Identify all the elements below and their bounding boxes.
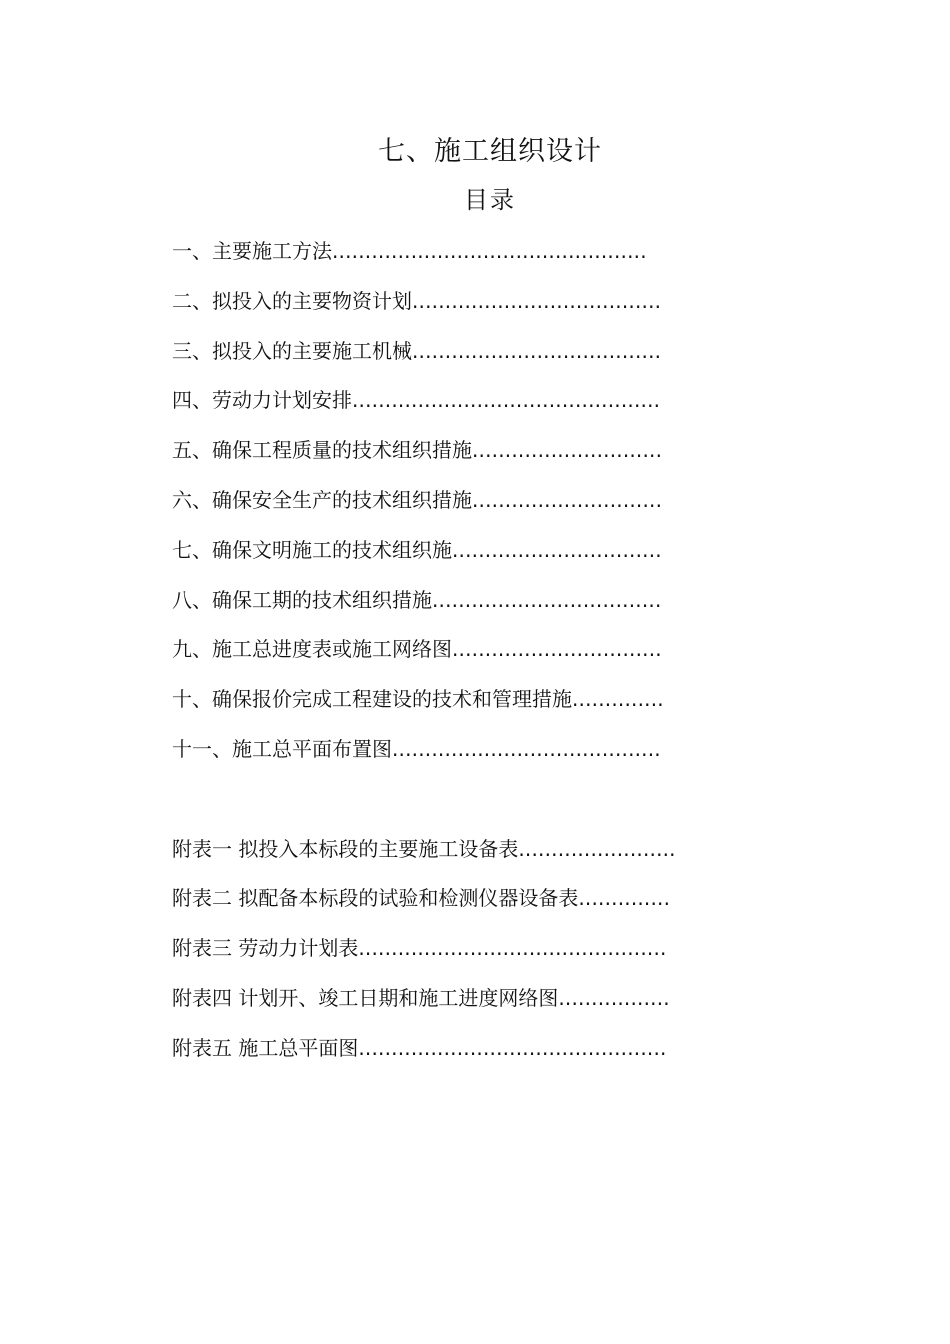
toc-entry-label: 六、确保安全生产的技术组织措施 bbox=[172, 487, 472, 512]
appendix-entry bbox=[172, 981, 792, 1031]
toc-leader-dots: ...................................... bbox=[412, 288, 662, 313]
toc-entry bbox=[172, 433, 792, 483]
toc-entry-label: 四、劳动力计划安排 bbox=[172, 388, 352, 413]
toc-entry-label: 三、拟投入的主要施工机械 bbox=[172, 338, 412, 363]
toc-entry-label: 十一、施工总平面布置图 bbox=[172, 736, 392, 761]
toc-leader-dots: ............................. bbox=[472, 438, 663, 463]
section-spacer bbox=[172, 782, 792, 832]
page-title: 七、施工组织设计 bbox=[378, 136, 602, 167]
toc-heading: 目录 bbox=[464, 186, 516, 214]
toc-leader-dots: ......................................... bbox=[392, 736, 661, 761]
appendix-entry-label: 附表三 劳动力计划表 bbox=[172, 936, 359, 961]
appendix-entry bbox=[172, 1031, 792, 1081]
toc-entry-label: 一、主要施工方法 bbox=[172, 239, 332, 263]
toc-entry-label: 二、拟投入的主要物资计划 bbox=[172, 288, 412, 313]
appendix-entry-label: 附表二 拟配备本标段的试验和检测仪器设备表 bbox=[172, 886, 579, 911]
toc-leader-dots: .............. bbox=[572, 687, 664, 712]
toc-entry bbox=[172, 234, 792, 284]
toc-leader-dots: ............................................... bbox=[352, 388, 661, 413]
toc-entry-label: 五、确保工程质量的技术组织措施 bbox=[172, 438, 472, 463]
toc-entry bbox=[172, 533, 792, 583]
toc-entry bbox=[172, 632, 792, 682]
toc-entry bbox=[172, 284, 792, 334]
toc-entry bbox=[172, 732, 792, 782]
toc-leader-dots: ................................................ bbox=[332, 239, 647, 263]
appendix-entry-label: 附表四 计划开、竣工日期和施工进度网络图 bbox=[172, 985, 559, 1010]
toc-leader-dots: ...................................... bbox=[412, 338, 662, 363]
appendix-entry-label: 附表五 施工总平面图 bbox=[172, 1035, 359, 1060]
toc-entry-label: 十、确保报价完成工程建设的技术和管理措施 bbox=[172, 687, 572, 712]
toc-entry bbox=[172, 483, 792, 533]
appendix-leader-dots: ........................ bbox=[518, 836, 676, 861]
appendix-leader-dots: ............................................... bbox=[358, 936, 667, 961]
toc-leader-dots: ................................... bbox=[432, 587, 662, 612]
toc-leader-dots: ................................ bbox=[452, 637, 662, 662]
toc-entry bbox=[172, 682, 792, 732]
table-of-contents bbox=[172, 234, 792, 1081]
appendix-entry bbox=[172, 881, 792, 931]
toc-entry-label: 七、确保文明施工的技术组织施 bbox=[172, 537, 452, 562]
toc-entry bbox=[172, 383, 792, 433]
appendix-entry bbox=[172, 931, 792, 981]
appendix-leader-dots: ................. bbox=[558, 985, 670, 1010]
toc-entry bbox=[172, 583, 792, 633]
toc-entry-label: 八、确保工期的技术组织措施 bbox=[172, 587, 432, 612]
appendix-leader-dots: .............. bbox=[578, 886, 671, 911]
appendix-entry bbox=[172, 832, 792, 882]
toc-leader-dots: ............................. bbox=[472, 487, 663, 512]
toc-entry-label: 九、施工总进度表或施工网络图 bbox=[172, 637, 452, 662]
appendix-leader-dots: ............................................... bbox=[358, 1035, 667, 1060]
toc-leader-dots: ................................ bbox=[452, 537, 662, 562]
appendix-entry-label: 附表一 拟投入本标段的主要施工设备表 bbox=[172, 836, 519, 861]
toc-entry bbox=[172, 334, 792, 384]
